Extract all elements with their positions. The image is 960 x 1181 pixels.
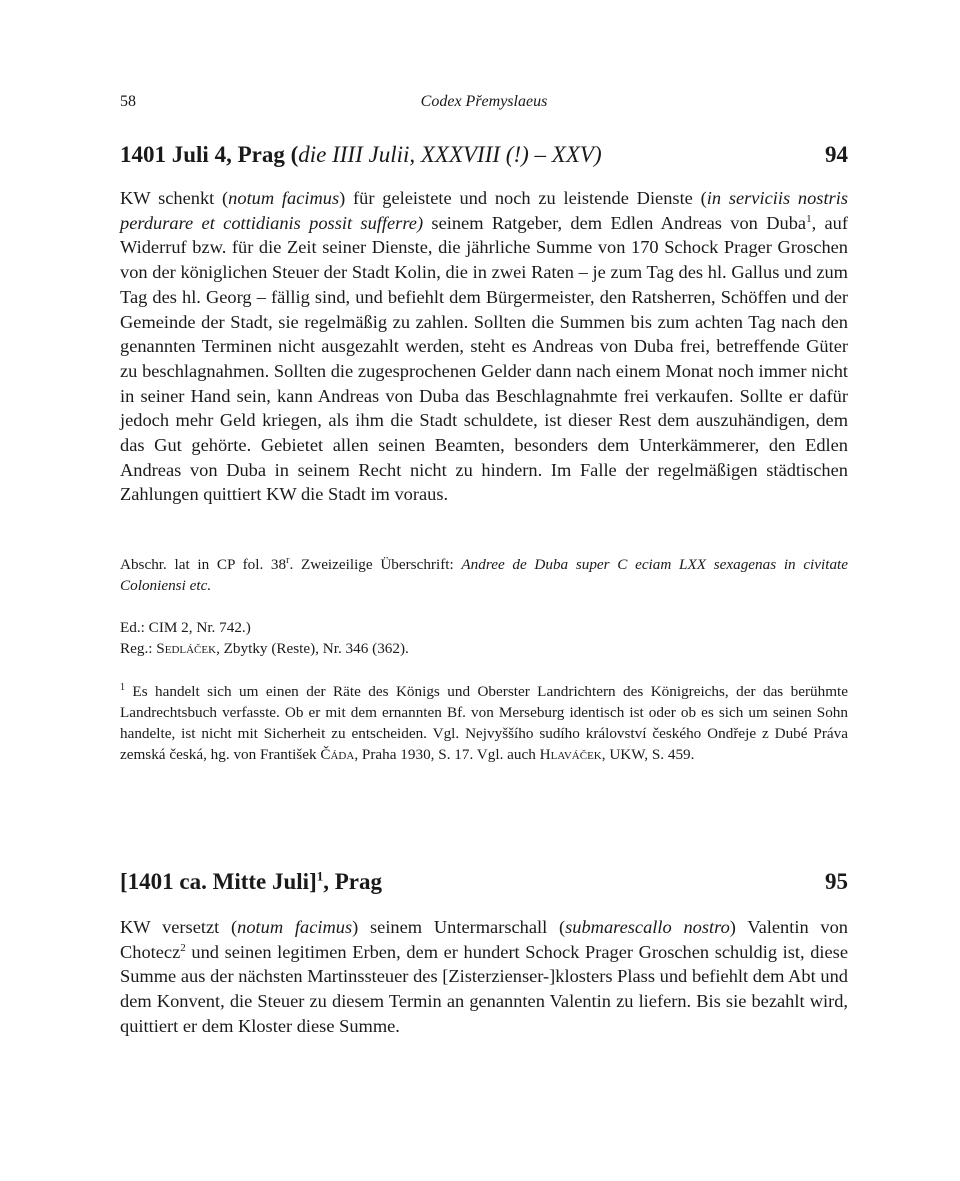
running-title: Codex Přemyslaeus xyxy=(420,93,548,110)
entry-94-regest xyxy=(120,186,848,507)
regest-text: KW versetzt ( xyxy=(120,917,238,937)
footnote-author: Hlaváček xyxy=(539,746,602,763)
entry-94-date-latin-2: XXV xyxy=(551,142,594,167)
running-head xyxy=(120,93,848,117)
regest-text: ) seinem Untermarschall ( xyxy=(352,917,566,937)
entry-94-source-note xyxy=(120,554,848,596)
footnote-text: , Praha 1930, S. 17. Vgl. auch xyxy=(354,746,540,763)
reg-text: , Zbytky (Reste), Nr. 346 (362). xyxy=(216,640,409,657)
entry-94-date: 1401 Juli 4, Prag ( xyxy=(120,142,299,167)
regest-latin: submarescallo nostro xyxy=(565,917,730,937)
footnote-number: 1 xyxy=(120,681,125,693)
entry-94-number: 94 xyxy=(825,142,848,167)
regest-text: seinem Ratgeber, dem Edlen Andreas von Duba xyxy=(423,212,807,233)
source-text: . Zweizeilige Überschrift: xyxy=(289,556,462,573)
entry-94-date-mid: (!) – xyxy=(500,142,552,167)
footnote-author: Čáda xyxy=(320,746,355,763)
footnote-ref: 2 xyxy=(180,941,186,954)
folio-sup: r xyxy=(286,554,290,566)
entry-94-heading xyxy=(120,140,848,170)
source-text: Abschr. lat in CP fol. 38 xyxy=(120,556,287,573)
regest-text: ) für geleistete und noch zu leistende Dienste ( xyxy=(339,188,707,208)
reg-text: Reg.: xyxy=(120,640,157,657)
entry-94-regest-ref xyxy=(120,638,848,659)
regest-text: ) Valentin von Chotecz xyxy=(120,917,848,962)
reg-author: Sedláček xyxy=(156,640,217,657)
regest-latin: notum facimus xyxy=(228,188,340,208)
regest-text: und seinen legitimen Erben, dem er hundert Schock Prager Groschen schuldig ist, diese Summe aus der nächsten Martinssteuer des [Zisterzienser-]klosters Plass und befiehlt dem Abt und dem Konvent, die Steuer zu diesem Termin an genannten Valentin zu liefern. Bis sie bezahlt wird, quittiert er dem Kloster diese Summe. xyxy=(120,941,848,1036)
entry-95-footnote-ref: 1 xyxy=(316,868,324,884)
entry-95-regest xyxy=(120,915,848,1039)
entry-95-date: [1401 ca. Mitte Juli] xyxy=(120,869,317,894)
entry-95-number: 95 xyxy=(825,869,848,894)
footnote-ref: 1 xyxy=(806,212,812,225)
entry-94-date-close: ) xyxy=(593,142,602,167)
footnote-text: , UKW, S. 459. xyxy=(601,746,695,763)
entry-95-heading xyxy=(120,867,848,897)
source-latin: Andree de Duba super C eciam LXX sexagenas in civitate Coloniensi etc. xyxy=(120,556,849,594)
regest-text: , auf Widerruf bzw. für die Zeit seiner Dienste, die jährliche Summe von 170 Schock Prager Groschen von der königlichen Steuer der Stadt Kolin, die in zwei Raten – je zum Tag des hl. Gallus und zum Tag des hl. Georg – fällig sind, und befiehlt dem Bürgermeister, den Ratsherren, Schöffen und der Gemeinde der Stadt, sie regelmäßig zu zahlen. Sollten die Summen bis zum achten Tag nach den genannten Terminen nicht ausgezahlt werden, steht es Andreas von Duba frei, betreffende Güter zu beschlagnahmen. Sollten die zugesprochenen Gelder dann nach einem Monat noch immer nicht in seiner Hand sein, kann Andreas von Duba das Beschlagnahmte frei verkaufen. Sollte er dafür jedoch mehr Geld kriegen, als ihm die Stadt schuldete, ist dieser Rest dem auszuhändigen, dem das Gut gehörte. Gebietet allen seinen Beamten, besonders dem Unterkämmerer, den Edlen Andreas von Duba in seinem Recht nicht zu hindern. Im Falle der regelmäßigen städtischen Zahlungen quittiert KW die Stadt im voraus. xyxy=(120,212,848,505)
page-number: 58 xyxy=(120,93,136,110)
regest-latin: notum facimus xyxy=(237,917,353,937)
edition-text: Ed.: CIM 2, Nr. 742.) xyxy=(120,619,251,636)
regest-text: KW schenkt ( xyxy=(120,188,229,208)
entry-94-edition xyxy=(120,617,848,638)
entry-95-place: , Prag xyxy=(323,869,382,894)
entry-94-footnote xyxy=(120,681,848,765)
entry-94-date-latin: die IIII Julii, XXXVIII xyxy=(298,142,501,167)
footnote-text: Es handelt sich um einen der Räte des Königs und Oberster Landrichtern des Königreichs, der das berühmte Landrechtsbuch verfasste. Ob er mit dem ernannten Bf. von Merseburg identisch ist oder ob es sich um seinen Sohn handelte, ist nicht mit Sicherheit zu entscheiden. Vgl. Nejvyššího sudího království českého Ondřeje z Dubé Práva zemská česká, hg. von František xyxy=(120,683,848,763)
regest-latin: in serviciis nostris perdurare et cottidianis possit sufferre) xyxy=(120,188,848,233)
